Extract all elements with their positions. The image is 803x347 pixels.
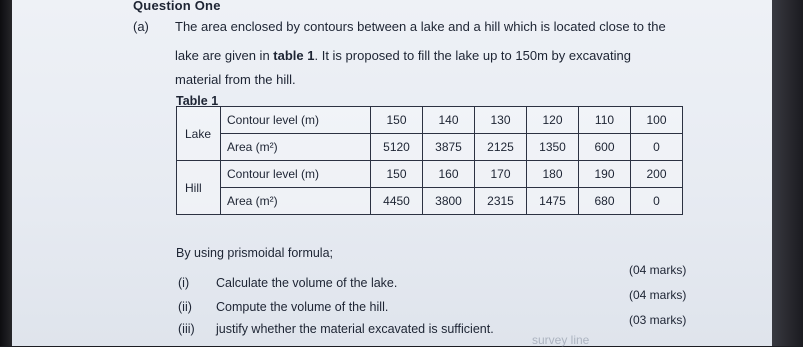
table-cell: 4450 xyxy=(371,188,423,215)
table-cell: 2315 xyxy=(475,188,527,215)
table-cell: 140 xyxy=(423,107,475,134)
table-row xyxy=(177,134,683,161)
table-cell: 180 xyxy=(527,161,579,188)
table-cell: 1350 xyxy=(527,134,579,161)
table-cell: 150 xyxy=(371,107,423,134)
table-cell: 5120 xyxy=(371,134,423,161)
row-label: Area (m²) xyxy=(221,188,371,215)
table-cell: 3875 xyxy=(423,134,475,161)
table-cell: 3800 xyxy=(423,188,475,215)
row-label: Area (m²) xyxy=(221,134,371,161)
table-cell: 200 xyxy=(631,161,683,188)
table-reference: table 1 xyxy=(273,48,315,63)
question-line-2 xyxy=(175,48,631,63)
table-cell: 680 xyxy=(579,188,631,215)
question-line-3: material from the hill. xyxy=(175,72,296,87)
cutoff-text: survey line xyxy=(532,333,590,347)
part-a-label: (a) xyxy=(133,19,149,34)
table-cell: 190 xyxy=(579,161,631,188)
subquestion-number: (iii) xyxy=(178,322,195,336)
marks-label: (04 marks) xyxy=(629,288,687,302)
question-text: lake are given in xyxy=(175,48,270,63)
table-cell: 110 xyxy=(579,107,631,134)
marks-label: (04 marks) xyxy=(629,263,687,277)
row-label: Contour level (m) xyxy=(221,161,371,188)
table-cell: 160 xyxy=(423,161,475,188)
row-label: Contour level (m) xyxy=(221,107,371,134)
subquestion-number: (i) xyxy=(178,276,190,290)
table-cell: 0 xyxy=(631,188,683,215)
question-line-1: The area enclosed by contours between a lake and a hill which is located close to the xyxy=(175,19,666,34)
subquestion-text: justify whether the material excavated is sufficient. xyxy=(216,322,494,336)
table-row xyxy=(177,107,683,134)
table-cell: 100 xyxy=(631,107,683,134)
question-text-continued: . It is proposed to fill the lake up to 150m by excavating xyxy=(314,48,631,63)
marks-label: (03 marks) xyxy=(629,313,687,327)
subquestion-number: (ii) xyxy=(178,300,192,314)
contour-table xyxy=(176,106,683,215)
table-cell: 600 xyxy=(579,134,631,161)
table-cell: 1475 xyxy=(527,188,579,215)
subquestion-text: Compute the volume of the hill. xyxy=(216,300,389,314)
table-cell: 0 xyxy=(631,134,683,161)
subquestion-text: Calculate the volume of the lake. xyxy=(216,276,398,290)
exam-paper xyxy=(12,0,772,346)
group-label-hill: Hill xyxy=(177,161,221,215)
question-heading: Question One xyxy=(133,0,221,13)
table-cell: 150 xyxy=(371,161,423,188)
table-row xyxy=(177,161,683,188)
group-label-lake: Lake xyxy=(177,107,221,161)
method-instruction: By using prismoidal formula; xyxy=(176,246,334,260)
table-row xyxy=(177,188,683,215)
table-cell: 130 xyxy=(475,107,527,134)
table-title: Table 1 xyxy=(176,94,219,108)
table-cell: 170 xyxy=(475,161,527,188)
table-cell: 120 xyxy=(527,107,579,134)
table-cell: 2125 xyxy=(475,134,527,161)
